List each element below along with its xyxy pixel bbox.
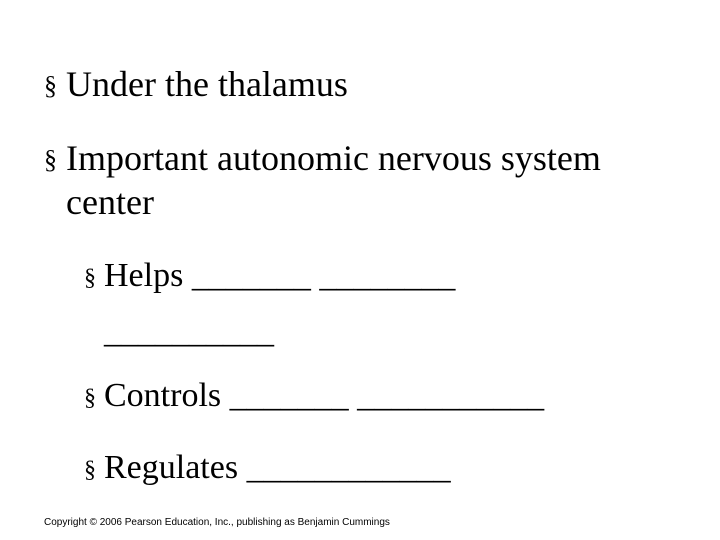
bullet-text: Helps _______ ________ __________ xyxy=(104,257,464,350)
section-bullet-icon: § xyxy=(44,145,57,174)
section-bullet-icon: § xyxy=(44,71,57,100)
bullet-text: Important autonomic nervous system center xyxy=(66,138,610,222)
section-bullet-icon: § xyxy=(84,265,96,291)
bullet-text: Under the thalamus xyxy=(66,64,348,104)
sub-bullet-item-helps xyxy=(84,248,644,360)
bullet-item-autonomic-center xyxy=(44,136,684,224)
bullet-text: Regulates ____________ xyxy=(104,449,451,486)
bullet-text: Controls _______ ___________ xyxy=(104,377,545,414)
copyright-footer: Copyright © 2006 Pearson Education, Inc., publishing as Benjamin Cummings xyxy=(44,517,390,528)
section-bullet-icon: § xyxy=(84,385,96,411)
sub-bullet-item-regulates xyxy=(84,440,684,498)
section-bullet-icon: § xyxy=(84,457,96,483)
sub-bullet-item-controls xyxy=(84,368,684,426)
bullet-item-under-thalamus xyxy=(44,62,684,108)
